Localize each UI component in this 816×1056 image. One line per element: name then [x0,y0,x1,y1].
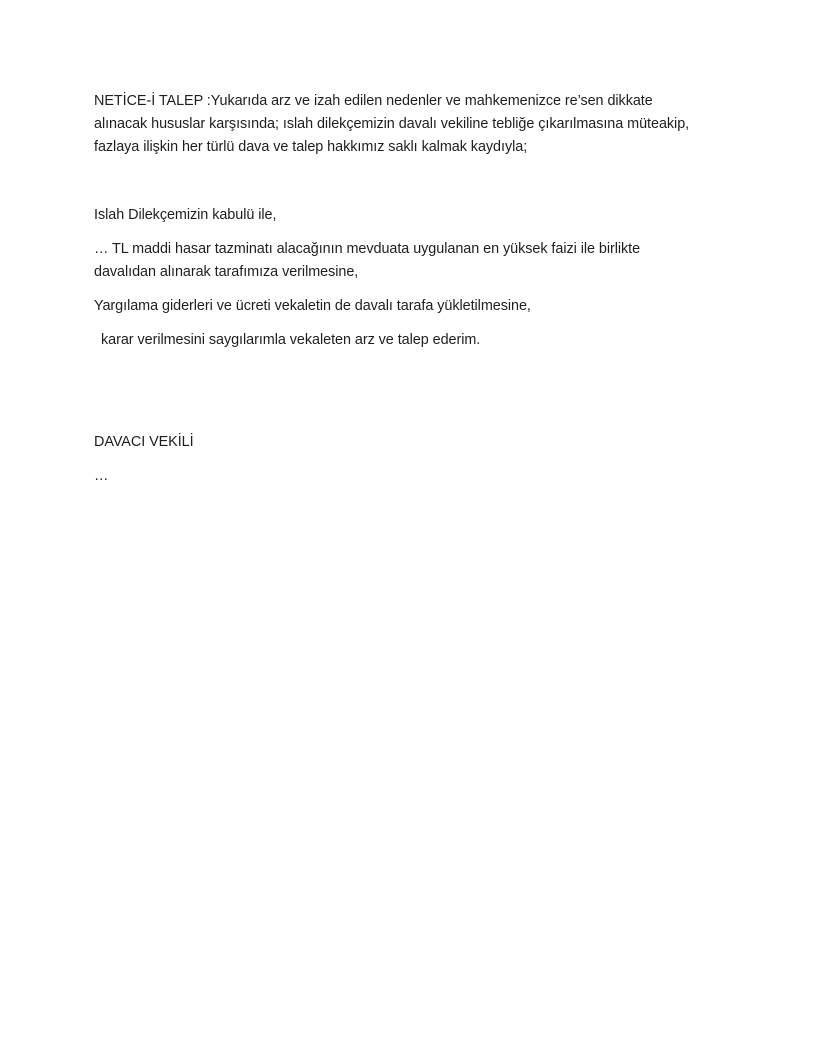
conclusion-request-paragraph: NETİCE-İ TALEP :Yukarıda arz ve izah edilen nedenler ve mahkemenizce re’sen dikkate alınacak hususlar karşısında; ıslah dilekçemizin davalı vekiline tebliğe çıkarılmasına müteakip, fazlaya ilişkin her türlü dava ve talep hakkımız saklı kalmak kaydıyla; [94,93,694,155]
court-costs-line: Yargılama giderleri ve ücreti vekaletin de davalı tarafa yükletilmesine, [94,298,531,314]
compensation-claim-paragraph: … TL maddi hasar tazminatı alacağının mevduata uygulanan en yüksek faizi ile birlikte davalıdan alınarak tarafımıza verilmesine, [94,241,645,280]
blank-line [94,170,695,193]
blank-line [94,397,695,420]
petition-acceptance-line: Islah Dilekçemizin kabulü ile, [94,207,277,223]
blank-line [94,363,695,386]
decision-request-line: karar verilmesini saygılarımla vekaleten arz ve talep ederim. [101,332,481,348]
attorney-name-placeholder: … [94,468,109,484]
document-body [94,90,695,499]
plaintiff-attorney-label: DAVACI VEKİLİ [94,434,194,450]
